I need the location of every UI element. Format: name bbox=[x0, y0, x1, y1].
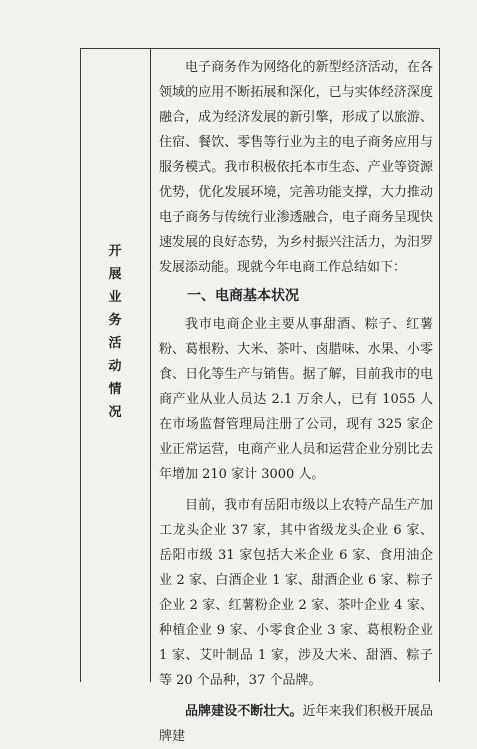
section-heading-basic-status: 一、电商基本状况 bbox=[187, 288, 299, 304]
paragraph-enterprises: 我市电商企业主要从事甜酒、粽子、红薯粉、葛根粉、大米、茶叶、卤腊味、水果、小零食、日化等生产与销售。据了解，目前我市的电商产业从业人员达 2.1 万余人，已有 1055 人在市场监督管理局注册了公司，现有 325 家企业正常运营，电商产业人员和运营企业分别比去年增加 210 家计 3000 人。 bbox=[159, 317, 433, 482]
column-divider bbox=[150, 48, 151, 682]
section-label-activities bbox=[80, 240, 150, 424]
section-label-char: 况 bbox=[108, 405, 122, 420]
paragraph-leading-enterprises: 目前，我市有岳阳市级以上农特产品生产加工龙头企业 37 家，其中省级龙头企业 6 家、岳阳市级 31 家包括大米企业 6 家、食用油企业 2 家、白酒企业 1 家、甜酒企业 6 家、粽子企业 2 家、红薯粉企业 2 家、茶叶企业 4 家、种植企业 9 家、小零食企业 3 家、葛根粉企业 1 家、艾叶制品 1 家，涉及大米、甜酒、粽子等 20 个品种，37 个品牌。 bbox=[159, 498, 433, 688]
brand-building-lead: 品牌建设不断壮大。 bbox=[185, 704, 303, 719]
section-label-char: 活 bbox=[108, 336, 122, 351]
section-label-char: 情 bbox=[108, 382, 122, 397]
intro-paragraph: 电子商务作为网络化的新型经济活动，在各领域的应用不断拓展和深化，已与实体经济深度融合，成为经济发展的新引擎，形成了以旅游、住宿、餐饮、零售等行业为主的电子商务应用与服务模式。我市积极依托本市生态、产业等资源优势，优化发展环境，完善功能支撑，大力推动电子商务与传统行业渗透融合，电子商务呈现快速发展的良好态势，为乡村振兴注活力，为汨罗发展添动能。现就今年电商工作总结如下： bbox=[159, 60, 433, 275]
report-content bbox=[159, 55, 433, 749]
section-label-char: 务 bbox=[108, 313, 122, 328]
brand-building-text: 近年来我们积极开展品牌建 bbox=[159, 704, 433, 744]
paragraph-brand-building bbox=[159, 699, 433, 749]
section-label-char: 动 bbox=[108, 359, 122, 374]
section-label-char: 业 bbox=[108, 290, 122, 305]
section-label-char: 展 bbox=[108, 267, 122, 282]
section-label-char: 开 bbox=[108, 244, 122, 259]
